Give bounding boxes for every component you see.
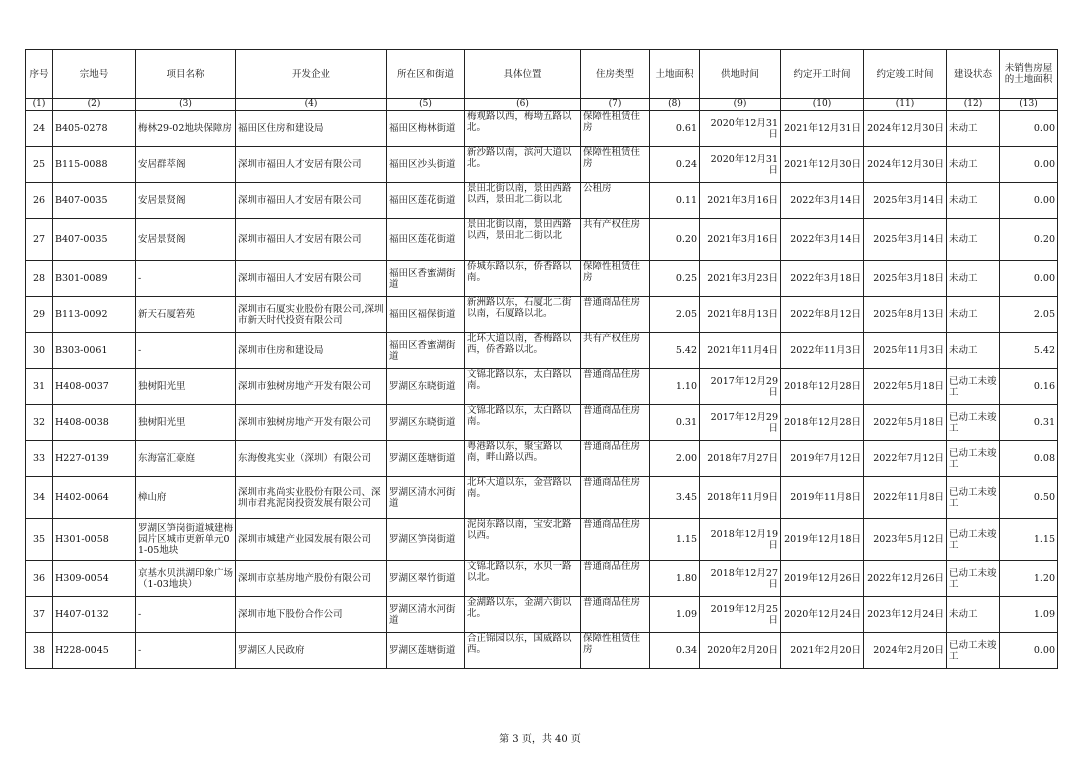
- table-cell: 文锦北路以东，水贝一路以北。: [465, 561, 581, 597]
- table-cell: 福田区莲花街道: [387, 183, 465, 219]
- table-cell: 未动工: [947, 597, 1000, 633]
- table-cell: 深圳市独树房地产开发有限公司: [236, 369, 387, 405]
- table-cell: 深圳市福田人才安居有限公司: [236, 219, 387, 261]
- table-cell: 25: [26, 147, 53, 183]
- table-cell: 罗湖区清水河街道: [387, 597, 465, 633]
- table-cell: 0.34: [650, 633, 700, 669]
- table-cell: 2019年11月8日: [781, 477, 864, 519]
- table-cell: 普通商品住房: [581, 477, 650, 519]
- table-body: [26, 111, 1058, 669]
- table-cell: 2022年3月14日: [781, 219, 864, 261]
- table-cell: 未动工: [947, 261, 1000, 297]
- table-cell: 福田区莲花街道: [387, 219, 465, 261]
- table-cell: 罗湖区莲塘街道: [387, 441, 465, 477]
- table-cell: 已动工未竣工: [947, 561, 1000, 597]
- table-cell: 2020年12月24日: [781, 597, 864, 633]
- table-cell: 0.61: [650, 111, 700, 147]
- column-number: (1): [26, 99, 53, 111]
- table-cell: 0.00: [1000, 111, 1058, 147]
- table-cell: 28: [26, 261, 53, 297]
- table-cell: 福田区住房和建设局: [236, 111, 387, 147]
- table-cell: 2021年2月20日: [781, 633, 864, 669]
- table-cell: 2021年12月30日: [781, 147, 864, 183]
- table-row: [26, 297, 1058, 333]
- table-cell: 合正锦园以东，国威路以西。: [465, 633, 581, 669]
- table-cell: 1.09: [1000, 597, 1058, 633]
- table-cell: 0.25: [650, 261, 700, 297]
- table-cell: 景田北街以南，景田西路以西，景田北二街以北: [465, 183, 581, 219]
- table-cell: 未动工: [947, 147, 1000, 183]
- table-row: [26, 183, 1058, 219]
- page-footer: 第 3 页，共 40 页: [499, 734, 581, 745]
- table-cell: 2018年12月27日: [700, 561, 781, 597]
- table-cell: 2019年7月12日: [781, 441, 864, 477]
- table-cell: 已动工未竣工: [947, 369, 1000, 405]
- table-cell: 1.20: [1000, 561, 1058, 597]
- table-row: [26, 561, 1058, 597]
- table-cell: 0.08: [1000, 441, 1058, 477]
- table-cell: 深圳市福田人才安居有限公司: [236, 261, 387, 297]
- table-cell: 2020年12月31日: [700, 147, 781, 183]
- table-cell: 未动工: [947, 333, 1000, 369]
- table-cell: H227-0139: [53, 441, 136, 477]
- table-cell: 2021年12月31日: [781, 111, 864, 147]
- table-cell: 侨城东路以东，侨香路以南。: [465, 261, 581, 297]
- table-cell: 0.24: [650, 147, 700, 183]
- table-cell: 0.00: [1000, 261, 1058, 297]
- table-cell: 2018年12月28日: [781, 405, 864, 441]
- table-cell: 27: [26, 219, 53, 261]
- table-cell: 36: [26, 561, 53, 597]
- table-cell: 24: [26, 111, 53, 147]
- table-cell: 已动工未竣工: [947, 441, 1000, 477]
- table-cell: 深圳市地下股份合作公司: [236, 597, 387, 633]
- table-cell: 2019年12月26日: [781, 561, 864, 597]
- column-header: 宗地号: [53, 50, 136, 99]
- table-cell: 1.15: [650, 519, 700, 561]
- table-cell: 2022年8月12日: [781, 297, 864, 333]
- column-header: 序号: [26, 50, 53, 99]
- table-cell: 福田区香蜜湖街道: [387, 333, 465, 369]
- table-cell: 5.42: [1000, 333, 1058, 369]
- column-number: (4): [236, 99, 387, 111]
- table-cell: 31: [26, 369, 53, 405]
- table-cell: 安居景贤阁: [136, 183, 236, 219]
- table-cell: 2018年12月19日: [700, 519, 781, 561]
- table-cell: 0.00: [1000, 183, 1058, 219]
- table-cell: 罗湖区莲塘街道: [387, 633, 465, 669]
- table-cell: 2022年5月18日: [864, 405, 947, 441]
- column-header: 未销售房屋的土地面积: [1000, 50, 1058, 99]
- table-row: [26, 441, 1058, 477]
- table-cell: 金湖路以东，金湖六街以北。: [465, 597, 581, 633]
- table-cell: 新天石厦箬苑: [136, 297, 236, 333]
- table-cell: 普通商品住房: [581, 519, 650, 561]
- table-cell: B113-0092: [53, 297, 136, 333]
- table-cell: 深圳市独树房地产开发有限公司: [236, 405, 387, 441]
- table-cell: 深圳市城建产业园发展有限公司: [236, 519, 387, 561]
- table-cell: -: [136, 261, 236, 297]
- table-cell: 33: [26, 441, 53, 477]
- table-cell: -: [136, 333, 236, 369]
- column-header: 开发企业: [236, 50, 387, 99]
- column-number: (7): [581, 99, 650, 111]
- table-cell: 0.00: [1000, 147, 1058, 183]
- table-cell: 未动工: [947, 219, 1000, 261]
- table-cell: 2019年12月25日: [700, 597, 781, 633]
- table-cell: 已动工未竣工: [947, 519, 1000, 561]
- table-cell: 罗湖区东晓街道: [387, 405, 465, 441]
- table-cell: 罗湖区笋岗街道: [387, 519, 465, 561]
- table-cell: 2024年12月30日: [864, 147, 947, 183]
- table-cell: 福田区沙头街道: [387, 147, 465, 183]
- table-cell: 2022年3月14日: [781, 183, 864, 219]
- column-number: (8): [650, 99, 700, 111]
- table-row: [26, 405, 1058, 441]
- table-cell: 已动工未竣工: [947, 405, 1000, 441]
- table-cell: 1.10: [650, 369, 700, 405]
- table-cell: 2023年12月24日: [864, 597, 947, 633]
- table-cell: 2024年2月20日: [864, 633, 947, 669]
- column-number: (13): [1000, 99, 1058, 111]
- table-cell: B405-0278: [53, 111, 136, 147]
- table-cell: 新沙路以南，滨河大道以北。: [465, 147, 581, 183]
- table-cell: 37: [26, 597, 53, 633]
- table-cell: 2021年3月16日: [700, 219, 781, 261]
- column-header: 具体位置: [465, 50, 581, 99]
- table-cell: 2021年3月16日: [700, 183, 781, 219]
- table-cell: B115-0088: [53, 147, 136, 183]
- column-number: (10): [781, 99, 864, 111]
- table-cell: 2017年12月29日: [700, 369, 781, 405]
- column-number: (5): [387, 99, 465, 111]
- table-cell: 2022年11月3日: [781, 333, 864, 369]
- table-cell: 保障性租赁住房: [581, 261, 650, 297]
- table-cell: 1.15: [1000, 519, 1058, 561]
- table-cell: 北环大道以东，金营路以南。: [465, 477, 581, 519]
- table-row: [26, 219, 1058, 261]
- column-header: 住房类型: [581, 50, 650, 99]
- column-number-row: [26, 99, 1058, 111]
- table-cell: 樟山府: [136, 477, 236, 519]
- table-cell: 35: [26, 519, 53, 561]
- table-cell: 34: [26, 477, 53, 519]
- table-cell: 公租房: [581, 183, 650, 219]
- table-row: [26, 519, 1058, 561]
- table-cell: B301-0089: [53, 261, 136, 297]
- table-cell: 已动工未竣工: [947, 477, 1000, 519]
- table-cell: 2021年8月13日: [700, 297, 781, 333]
- table-cell: -: [136, 633, 236, 669]
- table-cell: 深圳市石厦实业股份有限公司,深圳市新天时代投资有限公司: [236, 297, 387, 333]
- table-row: [26, 369, 1058, 405]
- table-cell: 38: [26, 633, 53, 669]
- table-cell: 普通商品住房: [581, 369, 650, 405]
- table-cell: 2018年7月27日: [700, 441, 781, 477]
- table-cell: 罗湖区清水河街道: [387, 477, 465, 519]
- table-cell: 5.42: [650, 333, 700, 369]
- table-cell: 0.31: [1000, 405, 1058, 441]
- table-cell: 2.00: [650, 441, 700, 477]
- table-cell: H228-0045: [53, 633, 136, 669]
- table-cell: 已动工未竣工: [947, 633, 1000, 669]
- table-cell: 2022年7月12日: [864, 441, 947, 477]
- table-cell: 深圳市兆尚实业股份有限公司、深圳市君兆泥岗投资发展有限公司: [236, 477, 387, 519]
- table-cell: B303-0061: [53, 333, 136, 369]
- table-cell: 普通商品住房: [581, 297, 650, 333]
- header-row: [26, 50, 1058, 99]
- column-header: 约定开工时间: [781, 50, 864, 99]
- table-cell: 北环大道以南，香梅路以西，侨香路以北。: [465, 333, 581, 369]
- table-cell: 深圳市京基房地产股份有限公司: [236, 561, 387, 597]
- table-cell: H408-0037: [53, 369, 136, 405]
- table-cell: 0.11: [650, 183, 700, 219]
- table-cell: H301-0058: [53, 519, 136, 561]
- table-cell: 罗湖区人民政府: [236, 633, 387, 669]
- table-cell: 东海俊兆实业（深圳）有限公司: [236, 441, 387, 477]
- table-cell: H407-0132: [53, 597, 136, 633]
- table-cell: 2022年5月18日: [864, 369, 947, 405]
- table-cell: 梅观路以西，梅坳五路以北。: [465, 111, 581, 147]
- table-cell: 2018年11月9日: [700, 477, 781, 519]
- table-cell: 2022年3月18日: [781, 261, 864, 297]
- table-cell: 1.80: [650, 561, 700, 597]
- column-header: 约定竣工时间: [864, 50, 947, 99]
- table-cell: 普通商品住房: [581, 405, 650, 441]
- table-cell: 文锦北路以东，太白路以南。: [465, 369, 581, 405]
- table-cell: 深圳市福田人才安居有限公司: [236, 147, 387, 183]
- column-header: 所在区和街道: [387, 50, 465, 99]
- table-cell: 罗湖区东晓街道: [387, 369, 465, 405]
- table-cell: 2024年12月30日: [864, 111, 947, 147]
- table-cell: H408-0038: [53, 405, 136, 441]
- table-cell: 福田区香蜜湖街道: [387, 261, 465, 297]
- table-cell: H402-0064: [53, 477, 136, 519]
- table-cell: 新洲路以东，石厦北二街以南，石厦路以北。: [465, 297, 581, 333]
- column-number: (2): [53, 99, 136, 111]
- column-number: (11): [864, 99, 947, 111]
- table-cell: 普通商品住房: [581, 441, 650, 477]
- table-cell: 3.45: [650, 477, 700, 519]
- column-header: 建设状态: [947, 50, 1000, 99]
- table-cell: 0.31: [650, 405, 700, 441]
- table-cell: 26: [26, 183, 53, 219]
- table-cell: 未动工: [947, 297, 1000, 333]
- table-cell: 普通商品住房: [581, 561, 650, 597]
- table-cell: 未动工: [947, 111, 1000, 147]
- table-row: [26, 633, 1058, 669]
- table-cell: 未动工: [947, 183, 1000, 219]
- table-cell: 1.09: [650, 597, 700, 633]
- table-cell: 独树阳光里: [136, 369, 236, 405]
- table-cell: 29: [26, 297, 53, 333]
- table-cell: 粤港路以东，聚宝路以南，畔山路以西。: [465, 441, 581, 477]
- table-cell: -: [136, 597, 236, 633]
- table-cell: 0.16: [1000, 369, 1058, 405]
- table-cell: 福田区福保街道: [387, 297, 465, 333]
- table-cell: 东海富汇豪庭: [136, 441, 236, 477]
- table-cell: 2018年12月28日: [781, 369, 864, 405]
- table-cell: 普通商品住房: [581, 597, 650, 633]
- table-cell: 福田区梅林街道: [387, 111, 465, 147]
- table-cell: 2017年12月29日: [700, 405, 781, 441]
- table-cell: H309-0054: [53, 561, 136, 597]
- column-number: (3): [136, 99, 236, 111]
- column-number: (12): [947, 99, 1000, 111]
- table-cell: 2.05: [1000, 297, 1058, 333]
- table-cell: 罗湖区翠竹街道: [387, 561, 465, 597]
- table-cell: 京基水贝洪湖印象广场（1-03地块）: [136, 561, 236, 597]
- land-supply-table: [25, 49, 1058, 669]
- table-cell: 文锦北路以东，太白路以南。: [465, 405, 581, 441]
- column-number: (6): [465, 99, 581, 111]
- table-cell: 0.00: [1000, 633, 1058, 669]
- table-row: [26, 477, 1058, 519]
- table-cell: 2023年5月12日: [864, 519, 947, 561]
- table-cell: 罗湖区笋岗街道城建梅园片区城市更新单元01-05地块: [136, 519, 236, 561]
- table-cell: 保障性租赁住房: [581, 111, 650, 147]
- table-cell: 2021年11月4日: [700, 333, 781, 369]
- table-cell: 2020年2月20日: [700, 633, 781, 669]
- table-cell: 梅林29-02地块保障房: [136, 111, 236, 147]
- column-header: 供地时间: [700, 50, 781, 99]
- table-cell: 安居景贤阁: [136, 219, 236, 261]
- table-cell: 2019年12月18日: [781, 519, 864, 561]
- table-cell: 2022年12月26日: [864, 561, 947, 597]
- table-cell: 深圳市福田人才安居有限公司: [236, 183, 387, 219]
- table-row: [26, 147, 1058, 183]
- table-cell: 2025年3月14日: [864, 219, 947, 261]
- table-row: [26, 597, 1058, 633]
- table-cell: 30: [26, 333, 53, 369]
- table-cell: B407-0035: [53, 219, 136, 261]
- table-cell: 0.20: [1000, 219, 1058, 261]
- table-cell: B407-0035: [53, 183, 136, 219]
- table-cell: 2025年3月14日: [864, 183, 947, 219]
- table-cell: 2020年12月31日: [700, 111, 781, 147]
- table-cell: 景田北街以南，景田西路以西，景田北二街以北: [465, 219, 581, 261]
- table-row: [26, 111, 1058, 147]
- table-cell: 0.20: [650, 219, 700, 261]
- table-row: [26, 261, 1058, 297]
- table-cell: 0.50: [1000, 477, 1058, 519]
- table-row: [26, 333, 1058, 369]
- table-cell: 保障性租赁住房: [581, 147, 650, 183]
- table-cell: 2025年11月3日: [864, 333, 947, 369]
- table-cell: 2021年3月23日: [700, 261, 781, 297]
- column-number: (9): [700, 99, 781, 111]
- column-header: 项目名称: [136, 50, 236, 99]
- table-cell: 2022年11月8日: [864, 477, 947, 519]
- table-cell: 泥岗东路以南，宝安北路以西。: [465, 519, 581, 561]
- table-cell: 2.05: [650, 297, 700, 333]
- table-cell: 共有产权住房: [581, 333, 650, 369]
- table-cell: 2025年8月13日: [864, 297, 947, 333]
- table-cell: 32: [26, 405, 53, 441]
- column-header: 土地面积: [650, 50, 700, 99]
- table-cell: 共有产权住房: [581, 219, 650, 261]
- table-cell: 保障性租赁住房: [581, 633, 650, 669]
- table-cell: 深圳市住房和建设局: [236, 333, 387, 369]
- table-cell: 安居群萃阁: [136, 147, 236, 183]
- table-cell: 2025年3月18日: [864, 261, 947, 297]
- table-cell: 独树阳光里: [136, 405, 236, 441]
